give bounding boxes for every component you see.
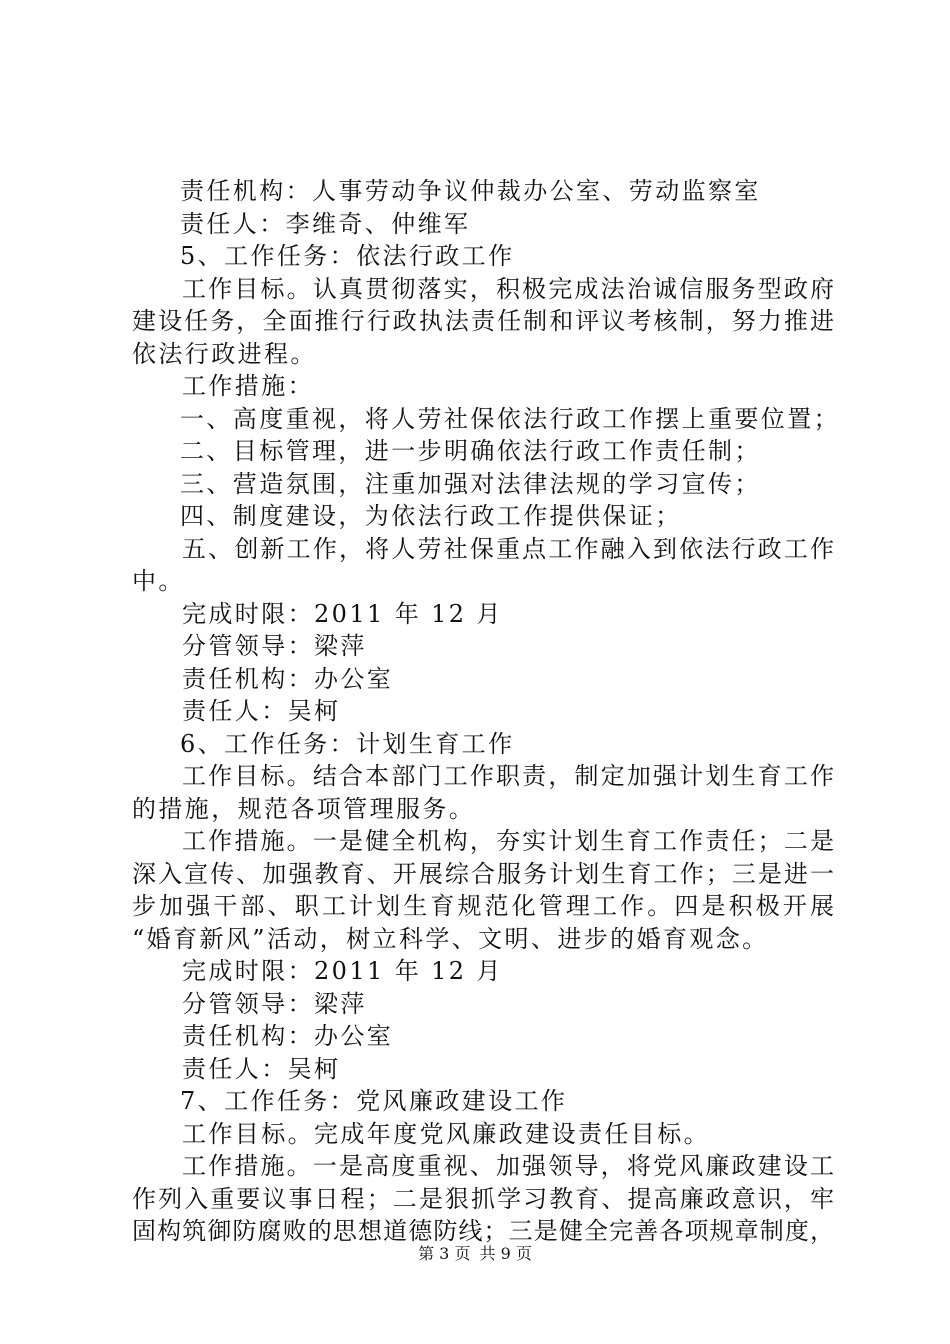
text-line: 责任机构：办公室 bbox=[182, 1022, 394, 1050]
text-line: 五、创新工作，将人劳社保重点工作融入到依法行政工作 bbox=[182, 534, 834, 563]
text-line: 四、制度建设，为依法行政工作提供保证； bbox=[180, 502, 682, 530]
text-line: 作列入重要议事日程；二是狠抓学习教育、提高廉政意识，牢 bbox=[132, 1184, 834, 1213]
text-line: 完成时限：2011 年 12 月 bbox=[182, 957, 503, 985]
text-line: 固构筑御防腐败的思想道德防线；三是健全完善各项规章制度， bbox=[132, 1217, 834, 1245]
text-line: 责任人：吴柯 bbox=[182, 1054, 341, 1083]
text-line: 5、工作任务：依法行政工作 bbox=[180, 242, 515, 270]
text-line: 二、目标管理，进一步明确依法行政工作责任制； bbox=[180, 437, 761, 465]
text-line: 责任人：吴柯 bbox=[182, 697, 341, 725]
text-line: 的措施，规范各项管理服务。 bbox=[132, 794, 476, 823]
page-footer bbox=[0, 1241, 950, 1264]
text-line: 分管领导：梁萍 bbox=[182, 989, 367, 1018]
text-line: 责任机构：人事劳动争议仲裁办公室、劳动监察室 bbox=[180, 177, 761, 205]
text-line: 中。 bbox=[132, 567, 185, 595]
text-line: 工作目标。完成年度党风廉政建设责任目标。 bbox=[182, 1119, 710, 1148]
text-line: 深入宣传、加强教育、开展综合服务计划生育工作；三是进一 bbox=[132, 859, 834, 888]
text-line: 责任机构：办公室 bbox=[182, 664, 394, 693]
text-line: 工作目标。结合本部门工作职责，制定加强计划生育工作 bbox=[182, 762, 834, 790]
page-number: 第 3 页 bbox=[418, 1244, 471, 1263]
text-line: 完成时限：2011 年 12 月 bbox=[182, 599, 503, 628]
text-line: 建设任务，全面推行行政执法责任制和评议考核制，努力推进 bbox=[132, 307, 834, 335]
text-line: 工作措施。一是高度重视、加强领导，将党风廉政建设工 bbox=[182, 1152, 834, 1180]
text-line: “婚育新风”活动，树立科学、文明、进步的婚育观念。 bbox=[132, 924, 769, 953]
document-body bbox=[132, 175, 840, 1248]
text-line: 分管领导：梁萍 bbox=[182, 632, 367, 660]
text-line: 6、工作任务：计划生育工作 bbox=[180, 729, 515, 758]
text-line: 责任人：李维奇、仲维军 bbox=[180, 209, 471, 238]
text-line: 工作措施。一是健全机构，夯实计划生育工作责任；二是 bbox=[182, 827, 834, 855]
text-line: 7、工作任务：党风廉政建设工作 bbox=[180, 1087, 568, 1115]
page-total: 共 9 页 bbox=[479, 1244, 532, 1263]
text-line: 工作目标。认真贯彻落实，积极完成法治诚信服务型政府 bbox=[182, 274, 834, 303]
text-line: 一、高度重视，将人劳社保依法行政工作摆上重要位置； bbox=[180, 404, 840, 433]
text-line: 工作措施： bbox=[182, 372, 314, 400]
text-line: 步加强干部、职工计划生育规范化管理工作。四是积极开展 bbox=[132, 892, 834, 920]
text-line: 三、营造氛围，注重加强对法律法规的学习宣传； bbox=[180, 469, 761, 498]
text-line: 依法行政进程。 bbox=[132, 339, 317, 368]
